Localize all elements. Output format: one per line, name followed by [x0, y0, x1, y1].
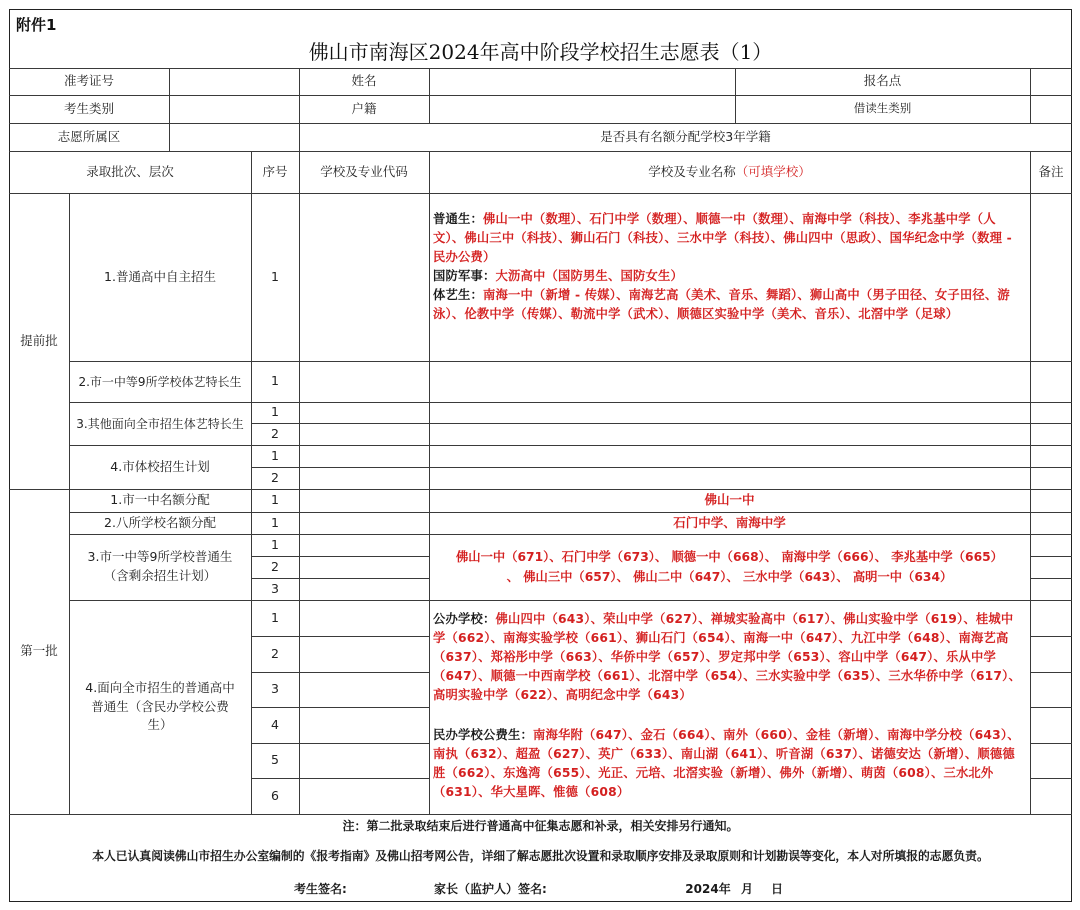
- name-column-header: [429, 151, 1030, 193]
- row-label-specialty-other: 3.其他面向全市招生体艺特长生: [76, 416, 244, 431]
- name-column-title: 学校及专业名称: [648, 163, 736, 179]
- row-label-sports-school: 4.市体校招生计划: [110, 458, 210, 474]
- district-field[interactable]: [170, 124, 299, 151]
- art-schools: 南海一中（新增 - 传媒）、南海艺高（美术、音乐、舞蹈）、狮山高中（男子田径、女子田径、游泳）、伦教中学（传媒）、勒流中学（武术）、顺德区实验中学（美术、音乐）、北滘中学（足球）: [433, 288, 1010, 321]
- eight-schools-list: 石门中学、南海中学: [673, 514, 786, 530]
- row-label-nine-schools-general: 3.市一中等9所学校普通生 （含剩余招生计划）: [87, 549, 233, 583]
- code-column-header: 学校及专业代码: [320, 163, 408, 179]
- row-label-specialty-9: 2.市一中等9所学校体艺特长生: [78, 374, 242, 389]
- grid-line: [251, 423, 1072, 424]
- student-signature-label: 考生签名:: [294, 882, 347, 896]
- batch-column-header: 录取批次、层次: [86, 163, 174, 179]
- seq-column-header: 序号: [262, 163, 288, 179]
- grid-line: [1030, 743, 1072, 744]
- art-label: 体艺生：: [433, 288, 483, 302]
- seq-number: 1: [271, 268, 279, 284]
- registration-site-label: 报名点: [863, 73, 902, 89]
- name-field[interactable]: [430, 69, 735, 95]
- seq-number: 2: [271, 645, 279, 661]
- row-label-no1-quota: 1.市一中名额分配: [110, 492, 210, 508]
- exam-number-label: 准考证号: [63, 73, 114, 89]
- defense-schools: 大沥高中（国防男生、国防女生）: [495, 269, 683, 283]
- no1-quota-school: 佛山一中: [704, 492, 755, 508]
- public-school-list: [433, 610, 1025, 705]
- row-label-independent: 1.普通高中自主招生: [104, 268, 216, 284]
- grid-line: [429, 151, 430, 814]
- sign-year: 2024年: [685, 882, 731, 896]
- row-label-citywide-general: 4.面向全市招生的普通高中 普通生（含民办学校公费 生）: [85, 679, 235, 733]
- grid-line: [1030, 778, 1072, 779]
- first-batch-label: 第一批: [20, 643, 58, 659]
- exam-number-field[interactable]: [170, 69, 299, 95]
- defense-label: 国防军事：: [433, 269, 496, 283]
- seq-number: 2: [271, 558, 279, 574]
- sign-day: 日: [770, 882, 783, 896]
- hukou-field[interactable]: [430, 96, 735, 123]
- attachment-label: 附件1: [16, 15, 57, 34]
- sign-month: 月: [740, 882, 753, 896]
- seq-number: 1: [271, 609, 279, 625]
- grid-line: [251, 467, 1072, 468]
- seq-number: 2: [271, 469, 279, 485]
- grid-line: [1030, 672, 1072, 673]
- registration-site-field[interactable]: [1031, 69, 1071, 95]
- early-school-list: [433, 210, 1025, 324]
- normal-label: 普通生：: [433, 212, 483, 226]
- category-label: 考生类别: [63, 100, 114, 116]
- seq-number: 1: [271, 447, 279, 463]
- private-label: 民办学校公费生：: [433, 728, 533, 742]
- grid-line: [1030, 636, 1072, 637]
- boarding-student-field[interactable]: [1031, 96, 1071, 123]
- normal-schools: 佛山一中（数理）、石门中学（数理）、顺德一中（数理）、南海中学（科技）、李兆基中学（人文）、佛山三中（科技）、狮山石门（科技）、三水中学（科技）、佛山四中（思政）、国华纪念中学（数理 - 民办公费）: [433, 212, 1012, 264]
- public-label: 公办学校：: [433, 612, 496, 626]
- seq-number: 1: [271, 514, 279, 530]
- nine-schools-list: 佛山一中（671）、石门中学（673）、 顺德一中（668）、 南海中学（666）、 李兆基中学（665） 、 佛山三中（657）、 佛山二中（647）、 三水中学（643）、 高明一中（634）: [456, 550, 1003, 584]
- grid-line: [1030, 578, 1072, 579]
- early-batch-label: 提前批: [20, 332, 58, 348]
- parent-signature-label: 家长（监护人）签名:: [434, 882, 547, 896]
- row-label-eight-schools: 2.八所学校名额分配: [104, 514, 216, 530]
- seq-number: 6: [271, 787, 279, 803]
- name-label: 姓名: [351, 73, 377, 89]
- private-schools: 南海华附（647）、金石（664）、南外（660）、金桂（新增）、南海中学分校（643）、南执（632）、超盈（627）、英广（633）、南山湖（641）、听音湖（637）、诺德安达（新增）、顺德德胜（662）、东逸湾（655）、光正、元培、北滘实验（新增）、佛外（新增）、萌茵（608）、三水北外（631）、华大星晖、惟德（608）: [433, 728, 1020, 799]
- quota-question-label: 是否具有名额分配学校3年学籍: [600, 128, 771, 144]
- grid-line: [1030, 556, 1072, 557]
- seq-number: 3: [271, 580, 279, 596]
- category-field[interactable]: [170, 96, 299, 123]
- footer-note: 注：第二批录取结束后进行普通高中征集志愿和补录，相关安排另行通知。: [342, 819, 739, 833]
- boarding-student-label: 借读生类别: [853, 101, 912, 116]
- seq-number: 1: [271, 492, 279, 508]
- seq-number: 1: [271, 536, 279, 552]
- code-input[interactable]: [300, 194, 429, 361]
- seq-number: 4: [271, 716, 279, 732]
- private-school-list: [433, 726, 1025, 802]
- district-label: 志愿所属区: [57, 128, 121, 144]
- form-title: 佛山市南海区2024年高中阶段学校招生志愿表（1）: [308, 40, 773, 64]
- seq-number: 3: [271, 681, 279, 697]
- seq-number: 1: [271, 404, 279, 420]
- footer-declaration: 本人已认真阅读佛山市招生办公室编制的《报考指南》及佛山招考网公告，详细了解志愿批次设置和录取顺序安排及录取原则和计划勘误等变化，本人对所填报的志愿负责。: [92, 849, 989, 864]
- grid-line: [1030, 707, 1072, 708]
- remark-column-header: 备注: [1038, 163, 1064, 179]
- seq-number: 1: [271, 373, 279, 389]
- hukou-label: 户籍: [351, 100, 377, 116]
- public-schools: 佛山四中（643）、荣山中学（627）、禅城实验高中（617）、佛山实验中学（619）、桂城中学（662）、南海实验学校（661）、狮山石门（654）、南海一中（647）、九江中学（648）、南海艺高（637）、郑裕彤中学（663）、华侨中学（657）、罗定邦中学（653）、容山中学（647）、乐从中学（647）、顺德一中西南学校（661）、北滘中学（654）、三水实验中学（635）、三水华侨中学（617）、高明实验中学（622）、高明纪念中学（643）: [433, 612, 1021, 702]
- grid-line: [1030, 151, 1031, 814]
- seq-number: 2: [271, 425, 279, 441]
- name-column-hint: （可填学校）: [735, 163, 811, 179]
- seq-number: 5: [271, 752, 279, 768]
